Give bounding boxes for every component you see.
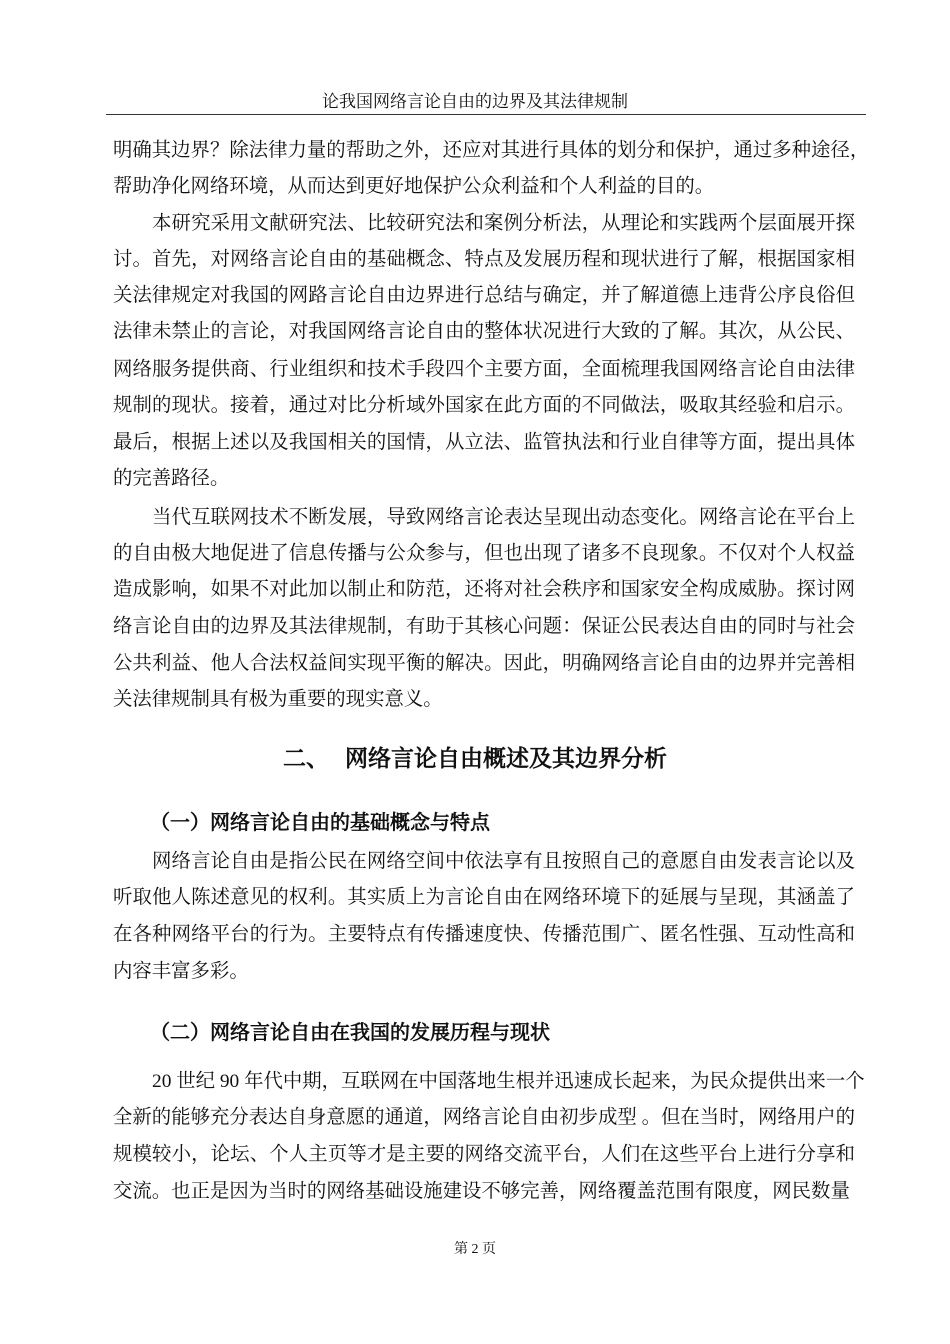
subsection-heading-1: （一）网络言论自由的基础概念与特点: [150, 810, 490, 834]
paragraph-line: 全新的能够充分表达自身意愿的通道，网络言论自由初步成型 。但在当时，网络用户的: [113, 1107, 855, 1128]
subsection-heading-2: （二）网络言论自由在我国的发展历程与现状: [150, 1020, 550, 1044]
paragraph-line: 公共利益、他人合法权益间实现平衡的解决。因此，明确网络言论自由的边界并完善相: [113, 653, 855, 674]
paragraph-line: 最后，根据上述以及我国相关的国情，从立法、监管执法和行业自律等方面，提出具体: [113, 432, 855, 453]
paragraph-line: 本研究采用文献研究法、比较研究法和案例分析法，从理论和实践两个层面展开探: [152, 213, 855, 234]
paragraph-line: 帮助净化网络环境，从而达到更好地保护公众利益和个人利益的目的。: [113, 176, 715, 197]
paragraph-line: 关法律规定对我国的网路言论自由边界进行总结与确定，并了解道德上违背公序良俗但: [113, 285, 855, 306]
paragraph-line: 造成影响，如果不对此加以制止和防范，还将对社会秩序和国家安全构成威胁。探讨网: [113, 579, 855, 600]
paragraph-line: 交流。也正是因为当时的网络基础设施建设不够完善，网络覆盖范围有限度，网民数量: [113, 1181, 850, 1202]
paragraph-line: 的完善路径。: [113, 468, 230, 489]
paragraph-line: 内容丰富多彩。: [113, 961, 249, 982]
paragraph-line: 当代互联网技术不断发展，导致网络言论表达呈现出动态变化。网络言论在平台上: [152, 507, 855, 528]
running-header: 论我国网络言论自由的边界及其法律规制: [322, 92, 628, 111]
page-number: 第 2 页: [454, 1242, 496, 1257]
paragraph-line: 规制的现状。接着，通过对比分析域外国家在此方面的不同做法，吸取其经验和启示。: [113, 395, 855, 416]
paragraph-line: 络言论自由的边界及其法律规制，有助于其核心问题：保证公民表达自由的同时与社会: [113, 616, 855, 637]
paragraph-line: 规模较小，论坛、个人主页等才是主要的网络交流平台，人们在这些平台上进行分享和: [113, 1144, 855, 1165]
paragraph-line: 20 世纪 90 年代中期，互联网在中国落地生根并迅速成长起来，为民众提供出来一个: [152, 1071, 865, 1092]
paragraph-line: 网络服务提供商、行业组织和技术手段四个主要方面，全面梳理我国网络言论自由法律: [113, 359, 855, 380]
paragraph-line: 讨。首先，对网络言论自由的基础概念、特点及发展历程和现状进行了解，根据国家相: [113, 249, 855, 270]
paragraph-line: 听取他人陈述意见的权利。其实质上为言论自由在网络环境下的延展与呈现，其涵盖了: [113, 887, 855, 908]
section-heading: 二、 网络言论自由概述及其边界分析: [282, 746, 667, 772]
paragraph-line: 的自由极大地促进了信息传播与公众参与，但也出现了诸多不良现象。不仅对个人权益: [113, 543, 855, 564]
paragraph-line: 关法律规制具有极为重要的现实意义。: [113, 689, 443, 710]
paragraph-line: 明确其边界？除法律力量的帮助之外，还应对其进行具体的划分和保护，通过多种途径，: [113, 140, 870, 161]
paragraph-line: 法律未禁止的言论，对我国网络言论自由的整体状况进行大致的了解。其次，从公民、: [113, 321, 855, 342]
paragraph-line: 网络言论自由是指公民在网络空间中依法享有且按照自己的意愿自由发表言论以及: [152, 851, 855, 872]
header-rule: [106, 114, 866, 115]
paragraph-line: 在各种网络平台的行为。主要特点有传播速度快、传播范围广、匿名性强、互动性高和: [113, 924, 855, 945]
